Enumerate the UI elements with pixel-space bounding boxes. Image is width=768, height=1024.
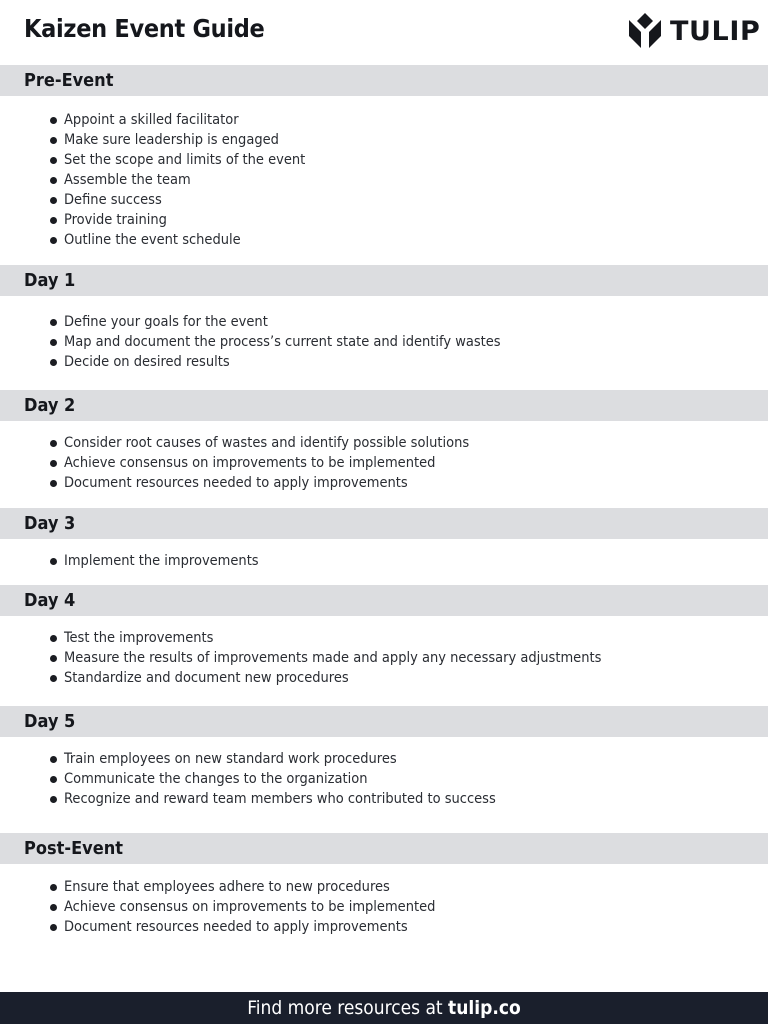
- list-item: Standardize and document new procedures: [48, 668, 601, 688]
- section-title: Day 3: [24, 513, 76, 534]
- list-item: Set the scope and limits of the event: [48, 150, 305, 170]
- tulip-logo[interactable]: [628, 12, 760, 50]
- list-item: Measure the results of improvements made and apply any necessary adjustments: [48, 648, 601, 668]
- section-title: Day 4: [24, 590, 76, 611]
- list-item: Implement the improvements: [48, 551, 259, 571]
- list-item: Achieve consensus on improvements to be implemented: [48, 897, 435, 917]
- section-header-day-3: [0, 508, 768, 539]
- section-header-pre-event: [0, 65, 768, 96]
- section-title: Day 5: [24, 711, 76, 732]
- section-header-day-2: [0, 390, 768, 421]
- section-list-day-5: [48, 749, 496, 809]
- section-list-day-2: [48, 433, 469, 493]
- section-header-post-event: [0, 833, 768, 864]
- section-header-day-1: [0, 265, 768, 296]
- header: [0, 0, 768, 64]
- list-item: Define success: [48, 190, 305, 210]
- list-item: Achieve consensus on improvements to be implemented: [48, 453, 469, 473]
- section-title: Day 1: [24, 270, 76, 291]
- list-item: Decide on desired results: [48, 352, 501, 372]
- list-item: Appoint a skilled facilitator: [48, 110, 305, 130]
- list-item: Make sure leadership is engaged: [48, 130, 305, 150]
- section-title: Post-Event: [24, 838, 123, 859]
- list-item: Map and document the process’s current state and identify wastes: [48, 332, 501, 352]
- section-list-day-3: [48, 551, 259, 571]
- section-title: Pre-Event: [24, 70, 114, 91]
- section-header-day-4: [0, 585, 768, 616]
- list-item: Outline the event schedule: [48, 230, 305, 250]
- list-item: Define your goals for the event: [48, 312, 501, 332]
- page-title: Kaizen Event Guide: [24, 14, 265, 43]
- section-list-day-1: [48, 312, 501, 372]
- list-item: Recognize and reward team members who contributed to success: [48, 789, 496, 809]
- section-list-pre-event: [48, 110, 305, 250]
- list-item: Document resources needed to apply improvements: [48, 473, 469, 493]
- list-item: Test the improvements: [48, 628, 601, 648]
- section-header-day-5: [0, 706, 768, 737]
- footer-banner: [0, 992, 768, 1024]
- list-item: Communicate the changes to the organization: [48, 769, 496, 789]
- logo-text: TULIP: [670, 15, 761, 47]
- footer-text: Find more resources at: [247, 997, 449, 1019]
- tulip-flower-icon: [628, 12, 662, 50]
- list-item: Document resources needed to apply improvements: [48, 917, 435, 937]
- list-item: Provide training: [48, 210, 305, 230]
- list-item: Consider root causes of wastes and identify possible solutions: [48, 433, 469, 453]
- footer-link[interactable]: tulip.co: [448, 997, 521, 1019]
- list-item: Assemble the team: [48, 170, 305, 190]
- section-list-post-event: [48, 877, 435, 937]
- section-title: Day 2: [24, 395, 76, 416]
- section-list-day-4: [48, 628, 601, 688]
- list-item: Train employees on new standard work procedures: [48, 749, 496, 769]
- list-item: Ensure that employees adhere to new procedures: [48, 877, 435, 897]
